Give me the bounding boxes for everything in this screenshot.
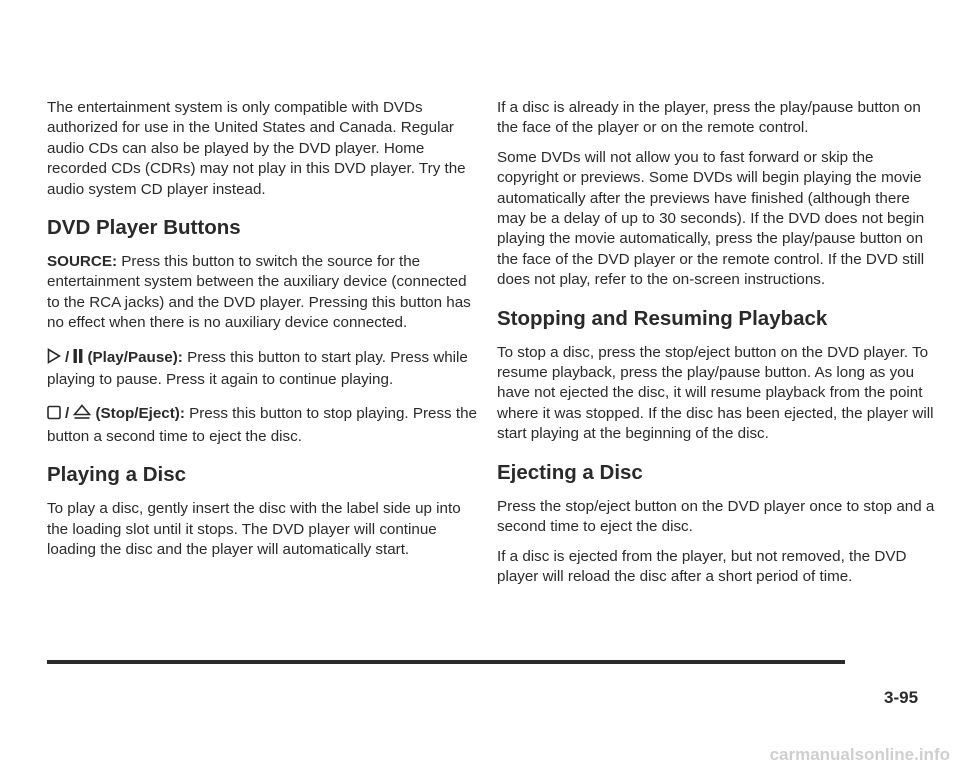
disc-already-paragraph: If a disc is already in the player, press the play/pause button on the face of the player or on the remote control. (497, 99, 921, 137)
play-pause-paragraph: / (Play/Pause): Press this button to start play. Press while playing to pause. Press it again to continue playing. (47, 348, 468, 389)
watermark: carmanualsonline.info (769, 745, 950, 764)
stop-eject-text: Press this button to stop playing. Press the button a second time to eject the disc. (47, 405, 477, 445)
skip-previews-paragraph: Some DVDs will not allow you to fast forward or skip the copyright or previews. Some DVDs will begin playing the movie automatically after the previews have finished (although there may be a delay of up to 30 seconds). If the DVD does not begin playing the movie automatically, press the play/pause button on the face of the DVD player or the remote control. If the DVD still does not play, refer to the on-screen instructions. (497, 148, 925, 289)
footer-rule (47, 660, 845, 664)
play-pause-text: Press this button to start play. Press while playing to pause. Press it again to continue playing. (47, 348, 468, 389)
stopping-resuming-paragraph: To stop a disc, press the stop/eject button on the DVD player. To resume playback, press the play/pause button. As long as you have not ejected the disc, it will resume playback from the point where it was stopped. If the disc has been ejected, the player will start playing at the beginning of the disc. (497, 343, 934, 443)
play-icon (47, 348, 61, 370)
source-label: SOURCE: (47, 253, 118, 271)
playing-a-disc-paragraph: To play a disc, gently insert the disc with the label side up into the loading slot until it stops. The DVD player will continue loading the disc and the player will automatically start. (47, 500, 461, 559)
pause-icon (73, 348, 83, 370)
ejecting-a-disc-heading: Ejecting a Disc (497, 460, 643, 484)
stop-eject-label: (Stop/Eject): (95, 405, 185, 423)
right-column (497, 98, 937, 596)
ejecting-a-disc-paragraph: Press the stop/eject button on the DVD player once to stop and a second time to eject the disc. (497, 497, 935, 536)
stop-eject-paragraph: / (Stop/Eject): Press this button to stop playing. Press the button a second time to eject the disc. (47, 405, 477, 445)
intro-paragraph: The entertainment system is only compatible with DVDs authorized for use in the United States and Canada. Regular audio CDs can also be played by the DVD player. Home recorded CDs (CDRs) may not play in this DVD player. Try the audio system CD player instead. (47, 99, 466, 198)
stopping-resuming-heading: Stopping and Resuming Playback (497, 306, 828, 330)
stop-icon (47, 405, 61, 426)
source-paragraph (47, 252, 483, 334)
source-text: Press this button to switch the source for the entertainment system between the auxiliary device (connected to the RCA jacks) and the DVD player. Pressing this button has no effect when there is no auxiliary device connected. (47, 253, 471, 332)
dvd-player-buttons-heading: DVD Player Buttons (47, 216, 241, 240)
play-pause-label: (Play/Pause): (87, 348, 183, 366)
eject-icon (73, 404, 91, 426)
playing-a-disc-heading: Playing a Disc (47, 463, 187, 487)
page-number: 3-95 (884, 688, 919, 707)
disc-ejected-paragraph: If a disc is ejected from the player, but not removed, the DVD player will reload the disc after a short period of time. (497, 547, 907, 585)
left-column (47, 98, 483, 570)
